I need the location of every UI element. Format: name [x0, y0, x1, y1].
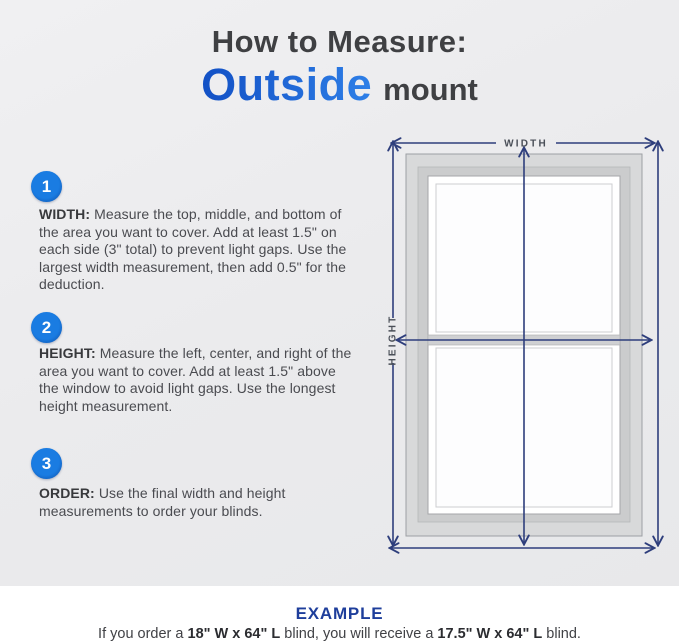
step-2-body: Measure the left, center, and right of the area you want to cover. Add at least 1.5" above the window to avoid light gaps. Use the longest height measurement. [39, 345, 352, 414]
window-measure-diagram [372, 125, 672, 565]
title-highlight-outside: Outside [201, 59, 373, 110]
example-suffix: blind. [542, 626, 581, 642]
step-3-body: Use the final width and height measurements to order your blinds. [39, 485, 286, 519]
step-2-text [39, 345, 357, 415]
step-1-label: WIDTH: [39, 206, 91, 222]
step-3-badge: 3 [31, 448, 62, 479]
step-3-label: ORDER: [39, 485, 95, 501]
page-title [0, 24, 679, 120]
example-sentence [0, 625, 679, 643]
title-line-1: How to Measure: [211, 24, 468, 59]
step-2-badge: 2 [31, 312, 62, 343]
title-line-2 [0, 61, 679, 120]
example-footer [0, 586, 679, 644]
example-receive-size: 17.5" W x 64" L [437, 626, 543, 642]
step-1-text [39, 206, 357, 294]
example-order-size: 18" W x 64" L [187, 626, 281, 642]
height-label: HEIGHT [387, 314, 399, 366]
step-1-badge: 1 [31, 171, 62, 202]
width-label: WIDTH [504, 138, 548, 150]
step-3-text [39, 485, 357, 520]
step-2-label: HEIGHT: [39, 345, 96, 361]
example-heading: EXAMPLE [295, 604, 384, 623]
step-1-body: Measure the top, middle, and bottom of the area you want to cover. Add at least 1.5" on each side (3" total) to prevent light gaps. Use the largest width measurement, then add 0.5" for the deduction. [39, 206, 347, 293]
example-prefix: If you order a [98, 626, 188, 642]
title-suffix-mount: mount [383, 72, 478, 107]
example-middle: blind, you will receive a [280, 626, 438, 642]
